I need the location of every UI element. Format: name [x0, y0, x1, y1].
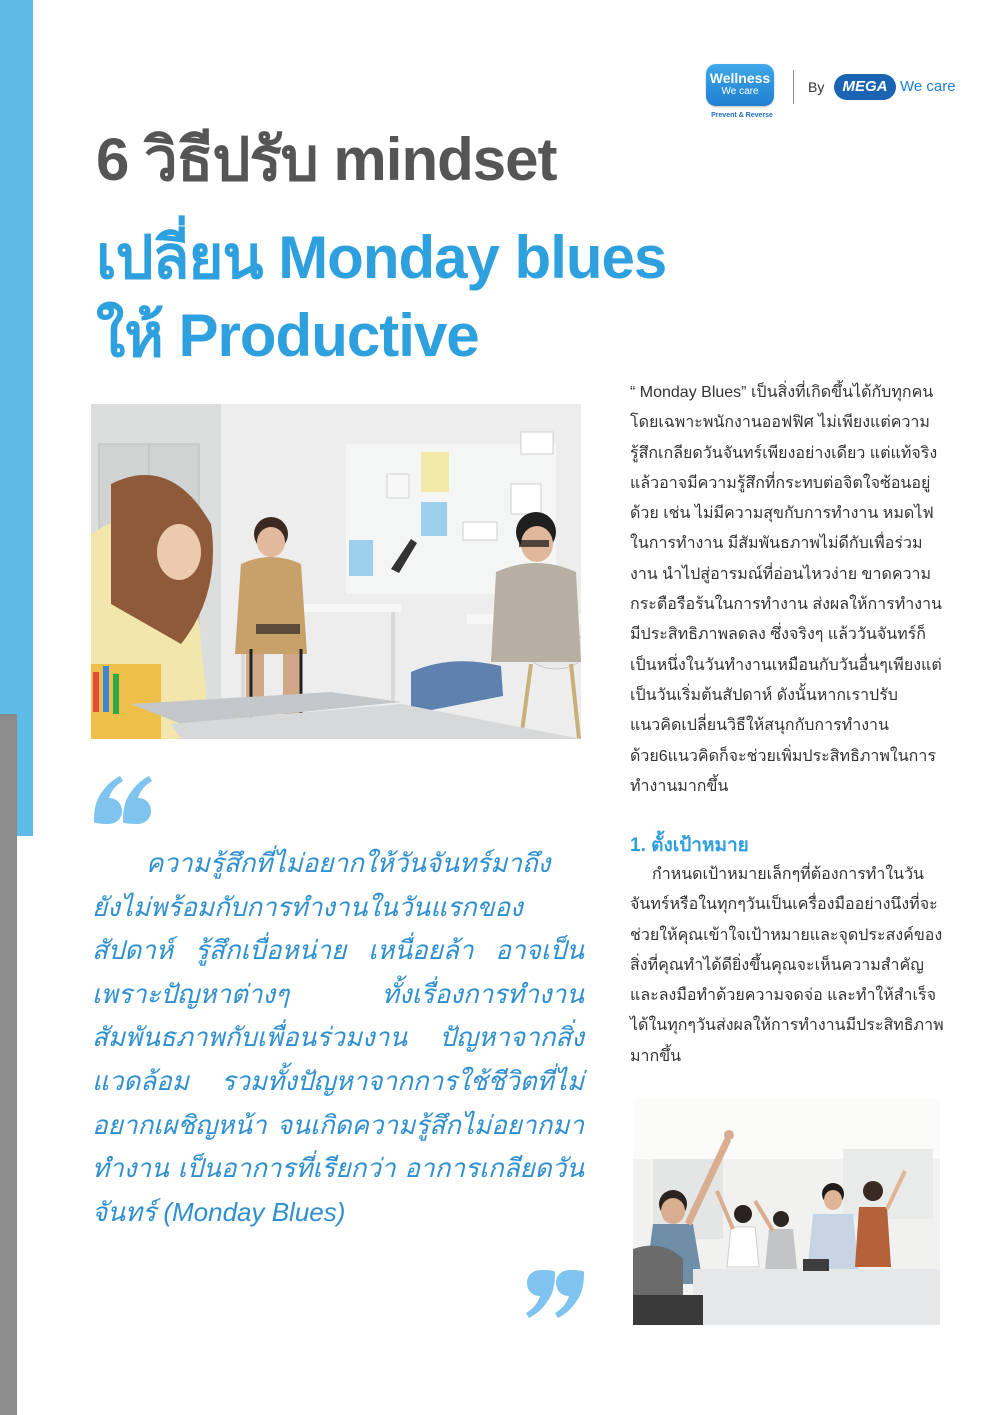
title-line-3: ให้ Productive [96, 302, 479, 369]
intro-paragraph: “ Monday Blues” เป็นสิ่งที่เกิดขึ้นได้กับทุกคน โดยเฉพาะพนักงานออฟฟิศ ไม่เพียงแต่ความรู้สึกเกลียดวันจันทร์เพียงอย่างเดียว แต่แท้จริงแล้วอาจมีความรู้สึกที่กระทบต่อจิตใจซ้อนอยู่ด้วย เช่น ไม่มีความสุขกับการทำงาน หมดไฟในการทำงาน มีสัมพันธภาพไม่ดีกับเพื่อร่วมงาน นำไปสู่อารมณ์ที่อ่อนไหวง่าย ขาดความกระตือรือร้นในการทำงาน ส่งผลให้การทำงานมีประสิทธิภาพลดลง ซึ่งจริงๆ แล้ววันจันทร์ก็เป็นหนึ่งในวันทำงานเหมือนกับวันอื่นๆเพียงแต่เป็นวันเริ่มต้นสัปดาห์ ดังนั้นหากเราปรับแนวคิดเปลี่ยนวิธีให้สนุกกับการทำงานด้วย6แนวคิดก็จะช่วยเพิ่มประสิทธิภาพในการทำงานมากขึ้น [630, 384, 942, 795]
wellness-logo-subtext: We care [721, 86, 759, 97]
title-line-1: 6 วิธีปรับ mindset [96, 126, 557, 193]
wellness-badge [706, 64, 774, 106]
section-1-body: กำหนดเป้าหมายเล็กๆที่ต้องการทำในวันจันทร์หรือในทุกๆวันเป็นเครื่องมืออย่างนึงที่จะช่วยให้คุณเข้าใจเป้าหมายและจุดประสงค์ของสิ่งที่คุณทำได้ดียิ่งขึ้นคุณจะเห็นความสำคัญและลงมือทำด้วยความจดจ่อ และทำให้สำเร็จได้ในทุกๆวันส่งผลให้การทำงานมีประสิทธิภาพมากขึ้น [630, 866, 944, 1065]
mega-logo: MEGA [834, 74, 896, 100]
wellness-tagline: Prevent & Reverse [711, 112, 773, 119]
office-meeting-photo [91, 404, 581, 739]
pull-quote-text: ความรู้สึกที่ไม่อยากให้วันจันทร์มาถึง ยังไม่พร้อมกับการทำงานในวันแรกของสัปดาห์ รู้สึกเบื่อหน่าย เหนื่อยล้า อาจเป็นเพราะปัญหาต่างๆ ทั้งเรื่องการทำงาน สัมพันธภาพกับเพื่อนร่วมงาน ปัญหาจากสิ่งแวดล้อม รวมทั้งปัญหาจากการใช้ชีวิตที่ไม่อยากเผชิญหน้า จนเกิดความรู้สึกไม่อยากมาทำงาน เป็นอาการที่เรียกว่า อาการเกลียดวันจันทร์ (Monday Blues) [92, 848, 584, 1227]
wellness-logo-text: Wellness [709, 70, 771, 86]
side-accent-bar-gray [0, 714, 17, 1415]
logo-divider [793, 70, 794, 104]
open-quote-icon [92, 772, 152, 824]
close-quote-icon [526, 1270, 586, 1322]
mega-we-care-text: We care [900, 78, 956, 95]
side-accent-bar-blue [0, 0, 33, 836]
team-celebration-photo [633, 1099, 940, 1325]
section-1-heading: 1. ตั้งเป้าหมาย [630, 835, 749, 856]
wellness-logo [706, 64, 776, 124]
title-line-2: เปลี่ยน Monday blues [96, 224, 667, 291]
by-label: By [808, 79, 825, 95]
